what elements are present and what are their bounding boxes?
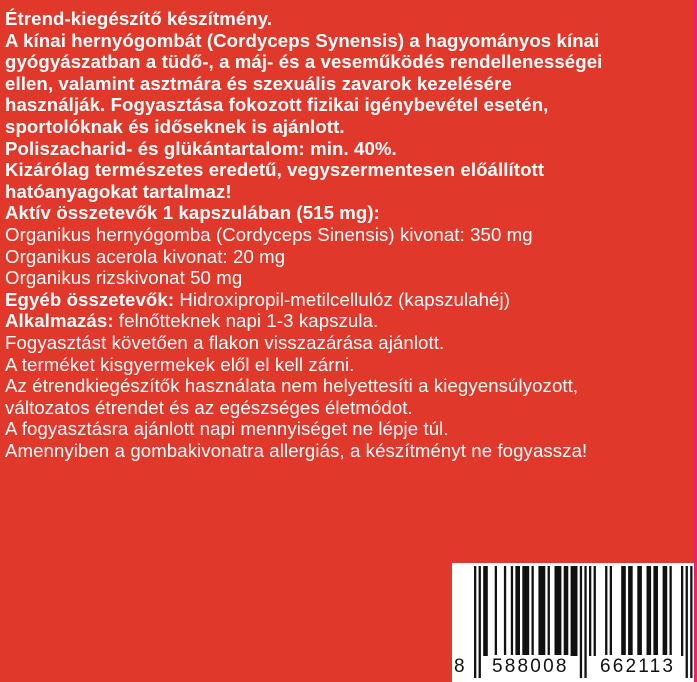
barcode-bar (511, 566, 513, 656)
barcode-bar (605, 566, 607, 656)
label-line-20 (5, 418, 693, 440)
label-line-15 (5, 310, 693, 332)
barcode-bar (504, 566, 506, 656)
barcode-digits-right: 662113 (600, 656, 676, 677)
label-line-15-text: felnőtteknek napi 1-3 kapszula. (113, 310, 379, 332)
label-line-15-bold: Alkalmazás: (5, 310, 114, 332)
barcode-bar (589, 566, 591, 656)
label-line-5-bold: használják. Fogyasztása fokozott fizikai igénybevétel esetén, (5, 94, 549, 116)
label-line-1 (5, 8, 693, 30)
label-line-13-text: Organikus rizskivonat 50 mg (5, 267, 243, 289)
label-line-10 (5, 202, 693, 224)
label-line-21-text: Amennyiben a gombakivonatra allergiás, a készítményt ne fogyassza! (5, 439, 588, 461)
label-line-4-bold: ellen, valamint asztmára és szexuális zavarok kezelésére (5, 72, 512, 94)
label-line-3 (5, 51, 693, 73)
barcode-digit-lead: 8 (454, 656, 467, 677)
barcode-bar (564, 566, 569, 656)
label-line-18 (5, 375, 693, 397)
barcode-bar (522, 566, 529, 656)
label-line-14-text: Hidroxipropil-metilcellulóz (kapszulahéj) (174, 288, 511, 310)
label-line-8-bold: Kizárólag természetes eredetű, vegyszermentesen előállított (5, 159, 545, 181)
barcode-digits-left: 588008 (492, 656, 569, 677)
label-line-9 (5, 181, 693, 203)
label-line-14 (5, 289, 693, 311)
label-line-19-text: változatos étrendet és az egészséges életmódot. (5, 396, 413, 418)
label-line-3-bold: gyógyászatban a tüdő-, a máj- és a veseműködés rendellenességei (5, 51, 603, 73)
label-line-10-bold: Aktív összetevők 1 kapszulában (515 mg): (5, 202, 380, 224)
barcode-bar (621, 566, 626, 656)
label-line-2-bold: A kínai hernyógombát (Cordyceps Synensis) a hagyományos kínai (5, 29, 600, 51)
barcode-bar (681, 566, 683, 656)
label-line-7 (5, 138, 693, 160)
barcode-bar (515, 566, 520, 656)
label-line-8 (5, 159, 693, 181)
label-line-12-text: Organikus acerola kivonat: 20 mg (5, 245, 286, 267)
label-line-19 (5, 397, 693, 419)
label-line-13 (5, 267, 693, 289)
barcode-bar (637, 566, 642, 656)
label-line-1-bold: Étrend-kiegészítő készítmény. (5, 8, 273, 29)
barcode-bar (670, 566, 672, 656)
label-line-9-bold: hatóanyagokat tartalmaz! (5, 180, 232, 202)
barcode-bar (571, 566, 578, 656)
barcode-bar (555, 566, 562, 656)
label-line-5 (5, 94, 693, 116)
label-line-16 (5, 332, 693, 354)
label-line-11 (5, 224, 693, 246)
barcode-bar (653, 566, 658, 656)
barcode-bar (538, 566, 545, 656)
label-line-2 (5, 30, 693, 52)
barcode-bar (532, 566, 534, 656)
barcode-bar (647, 566, 652, 656)
label-line-11-text: Organikus hernyógomba (Cordyceps Sinensis) kivonat: 350 mg (5, 223, 533, 245)
barcode-bar (548, 566, 550, 656)
label-line-12 (5, 246, 693, 268)
label-line-6-bold: sportolóknak és időseknek is ajánlott. (5, 115, 345, 137)
barcode-bar (610, 566, 612, 656)
label-line-20-text: A fogyasztásra ajánlott napi mennyiséget ne lépje túl. (5, 418, 449, 440)
ean13-barcode (452, 563, 697, 682)
barcode-bar (628, 566, 633, 656)
label-line-6 (5, 116, 693, 138)
label-line-17-text: A terméket kisgyermekek elől el kell zárni. (5, 353, 355, 375)
label-line-21 (5, 440, 693, 462)
label-line-4 (5, 73, 693, 95)
barcode-bar (663, 566, 668, 656)
barcode-bar (483, 566, 488, 656)
label-line-16-text: Fogyasztást követően a flakon visszazárása ajánlott. (5, 331, 445, 353)
label-line-14-bold: Egyéb összetevők: (5, 288, 175, 310)
label-line-7-bold: Poliszacharid- és glükántartalom: min. 40%. (5, 137, 397, 159)
barcode-number (452, 655, 697, 679)
label-line-18-text: Az étrendkiegészítők használata nem helyettesíti a kiegyensúlyozott, (5, 375, 579, 397)
barcode-bar (594, 566, 596, 656)
label-line-17 (5, 354, 693, 376)
barcode-bar (495, 566, 497, 656)
label-text-block (5, 8, 693, 461)
